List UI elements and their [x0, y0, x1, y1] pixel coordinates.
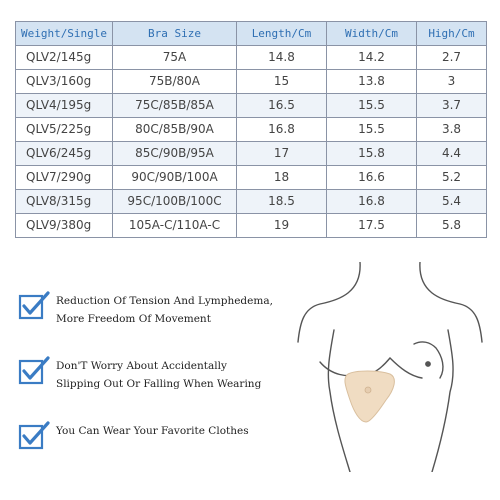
cell-width: 17.5 [327, 214, 417, 238]
cell-length: 14.8 [237, 46, 327, 70]
checkbox-check-icon [18, 355, 52, 385]
cell-length: 18 [237, 166, 327, 190]
cell-width: 16.8 [327, 190, 417, 214]
table-row [16, 94, 487, 118]
cell-weight: QLV9/380g [16, 214, 113, 238]
cell-weight: QLV7/290g [16, 166, 113, 190]
table-row [16, 166, 487, 190]
cell-high: 3 [417, 70, 487, 94]
cell-weight: QLV3/160g [16, 70, 113, 94]
cell-weight: QLV4/195g [16, 94, 113, 118]
cell-width: 13.8 [327, 70, 417, 94]
cell-bra-size: 90C/90B/100A [113, 166, 237, 190]
cell-high: 3.8 [417, 118, 487, 142]
cell-length: 19 [237, 214, 327, 238]
cell-high: 5.8 [417, 214, 487, 238]
cell-high: 5.4 [417, 190, 487, 214]
cell-bra-size: 80C/85B/90A [113, 118, 237, 142]
cell-length: 16.8 [237, 118, 327, 142]
cell-length: 17 [237, 142, 327, 166]
cell-bra-size: 75C/85B/85A [113, 94, 237, 118]
cell-bra-size: 105A-C/110A-C [113, 214, 237, 238]
cell-width: 14.2 [327, 46, 417, 70]
feature-item [18, 420, 249, 450]
feature-text: You Can Wear Your Favorite Clothes [56, 425, 249, 437]
header-length: Length/Cm [237, 22, 327, 46]
header-bra-size: Bra Size [113, 22, 237, 46]
table-row [16, 142, 487, 166]
cell-width: 15.5 [327, 118, 417, 142]
feature-text: Reduction Of Tension And Lymphedema, More Freedom Of Movement [56, 295, 273, 325]
cell-length: 15 [237, 70, 327, 94]
cell-bra-size: 85C/90B/95A [113, 142, 237, 166]
checkbox-check-icon [18, 290, 52, 320]
cell-weight: QLV6/245g [16, 142, 113, 166]
cell-bra-size: 75A [113, 46, 237, 70]
cell-weight: QLV5/225g [16, 118, 113, 142]
table-row [16, 190, 487, 214]
header-width: Width/Cm [327, 22, 417, 46]
table-row [16, 214, 487, 238]
checkbox-check-icon [18, 420, 52, 450]
cell-width: 16.6 [327, 166, 417, 190]
cell-bra-size: 95C/100B/100C [113, 190, 237, 214]
cell-high: 4.4 [417, 142, 487, 166]
feature-item [18, 355, 262, 390]
prosthesis-nipple-icon [365, 387, 371, 393]
header-weight: Weight/Single [16, 22, 113, 46]
cell-weight: QLV2/145g [16, 46, 113, 70]
table-row [16, 118, 487, 142]
cell-length: 16.5 [237, 94, 327, 118]
table-header-row [16, 22, 487, 46]
cell-high: 3.7 [417, 94, 487, 118]
size-table [15, 21, 487, 238]
table-row [16, 70, 487, 94]
cell-width: 15.8 [327, 142, 417, 166]
feature-item [18, 290, 273, 325]
cell-width: 15.5 [327, 94, 417, 118]
cell-weight: QLV8/315g [16, 190, 113, 214]
cell-high: 2.7 [417, 46, 487, 70]
table-row [16, 46, 487, 70]
feature-text: Don'T Worry About Accidentally Slipping Out Or Falling When Wearing [56, 360, 262, 390]
breast-prosthesis-icon [345, 371, 394, 422]
cell-high: 5.2 [417, 166, 487, 190]
cell-length: 18.5 [237, 190, 327, 214]
cell-bra-size: 75B/80A [113, 70, 237, 94]
header-high: High/Cm [417, 22, 487, 46]
torso-outline-icon [298, 262, 482, 472]
torso-illustration [290, 262, 490, 472]
